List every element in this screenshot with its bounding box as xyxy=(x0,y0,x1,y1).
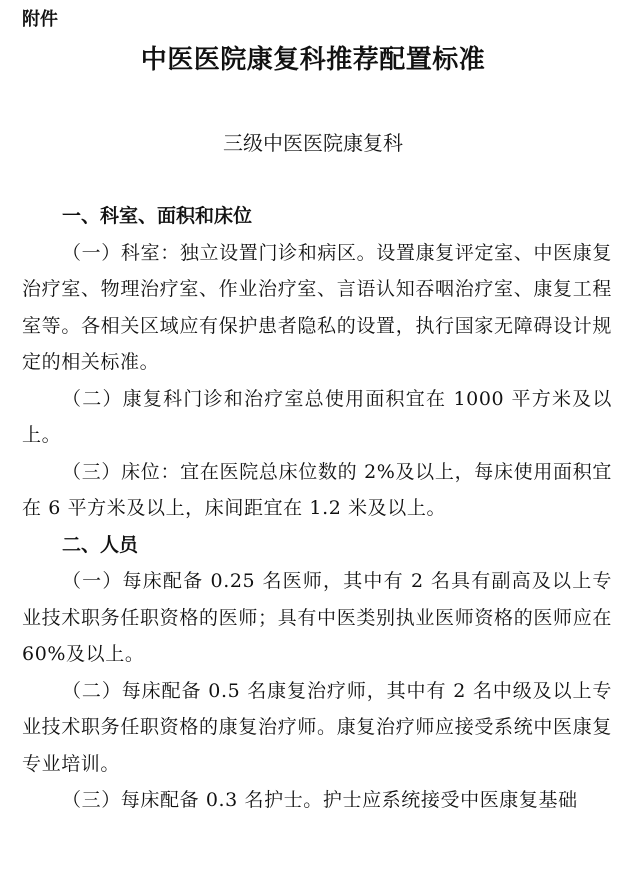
paragraph-rooms: （一）科室：独立设置门诊和病区。设置康复评定室、中医康复治疗室、物理治疗室、作业治疗室、言语认知吞咽治疗室、康复工程室等。各相关区域应有保护患者隐私的设置，执行国家无障碍设计规定的相关标准。 xyxy=(22,241,612,373)
document-title: 中医医院康复科推荐配置标准 xyxy=(140,45,486,75)
attachment-label: 附件 xyxy=(22,9,58,30)
document-subtitle: 三级中医医院康复科 xyxy=(223,131,403,155)
section-heading-personnel: 二、人员 xyxy=(62,533,139,556)
paragraph-area: （二）康复科门诊和治疗室总使用面积宜在 1000 平方米及以上。 xyxy=(22,387,612,446)
paragraph-physicians: （一）每床配备 0.25 名医师，其中有 2 名具有副高及以上专业技术职务任职资格的医师；具有中医类别执业医师资格的医师应在 60%及以上。 xyxy=(22,570,612,665)
paragraph-therapists: （二）每床配备 0.5 名康复治疗师，其中有 2 名中级及以上专业技术职务任职资格的康复治疗师。康复治疗师应接受系统中医康复专业培训。 xyxy=(22,679,612,775)
paragraph-nurses: （三）每床配备 0.3 名护士。护士应系统接受中医康复基础 xyxy=(62,789,578,811)
section-heading-rooms-area-beds: 一、科室、面积和床位 xyxy=(62,205,253,227)
paragraph-beds: （三）床位：宜在医院总床位数的 2%及以上，每床使用面积宜在 6 平方米及以上，床间距宜在 1.2 米及以上。 xyxy=(22,460,612,519)
document-body xyxy=(22,198,612,819)
